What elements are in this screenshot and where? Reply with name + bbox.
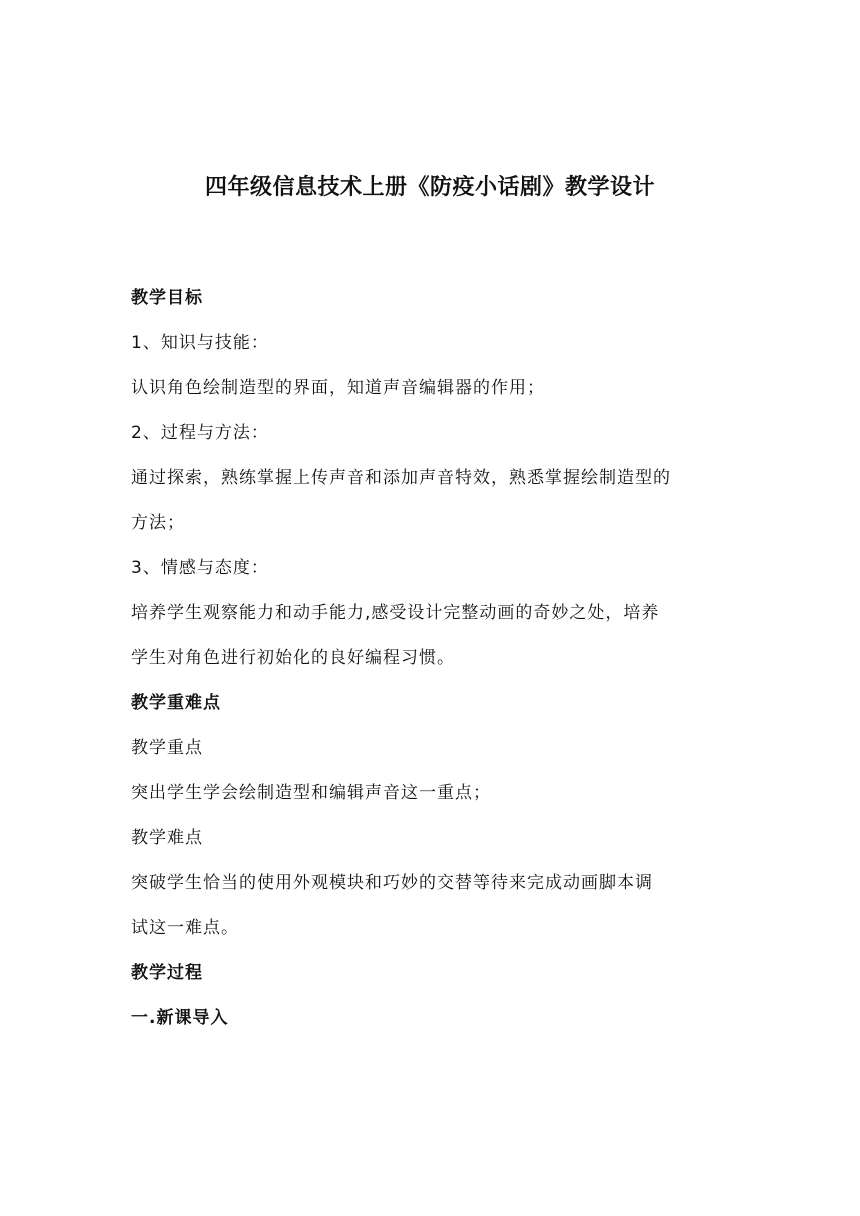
goal2-heading: 2、过程与方法：	[131, 423, 269, 443]
difficulty-label: 教学难点	[131, 828, 203, 848]
process-heading: 教学过程	[131, 963, 203, 983]
difficulty-text-line1: 突破学生恰当的使用外观模块和巧妙的交替等待来完成动画脚本调	[131, 873, 653, 893]
goal3-text-line1: 培养学生观察能力和动手能力,感受设计完整动画的奇妙之处，培养	[131, 603, 660, 623]
difficulty-text-line2: 试这一难点。	[131, 918, 239, 938]
document-title: 四年级信息技术上册《防疫小话剧》教学设计	[204, 175, 655, 200]
goal3-text-line2: 学生对角色进行初始化的良好编程习惯。	[131, 648, 455, 668]
goal2-text-line1: 通过探索，熟练掌握上传声音和添加声音特效，熟悉掌握绘制造型的	[131, 468, 671, 488]
goal3-heading: 3、情感与态度：	[131, 558, 269, 578]
document-body	[131, 276, 731, 1041]
goal1-heading: 1、知识与技能：	[131, 333, 269, 353]
key-point-label: 教学重点	[131, 738, 203, 758]
key-points-heading: 教学重难点	[131, 693, 221, 713]
goals-heading: 教学目标	[131, 288, 203, 308]
goal2-text-line2: 方法；	[131, 513, 185, 533]
key-point-text: 突出学生学会绘制造型和编辑声音这一重点；	[131, 783, 491, 803]
section1-heading: 一.新课导入	[131, 1008, 229, 1028]
goal1-text: 认识角色绘制造型的界面，知道声音编辑器的作用；	[131, 378, 545, 398]
